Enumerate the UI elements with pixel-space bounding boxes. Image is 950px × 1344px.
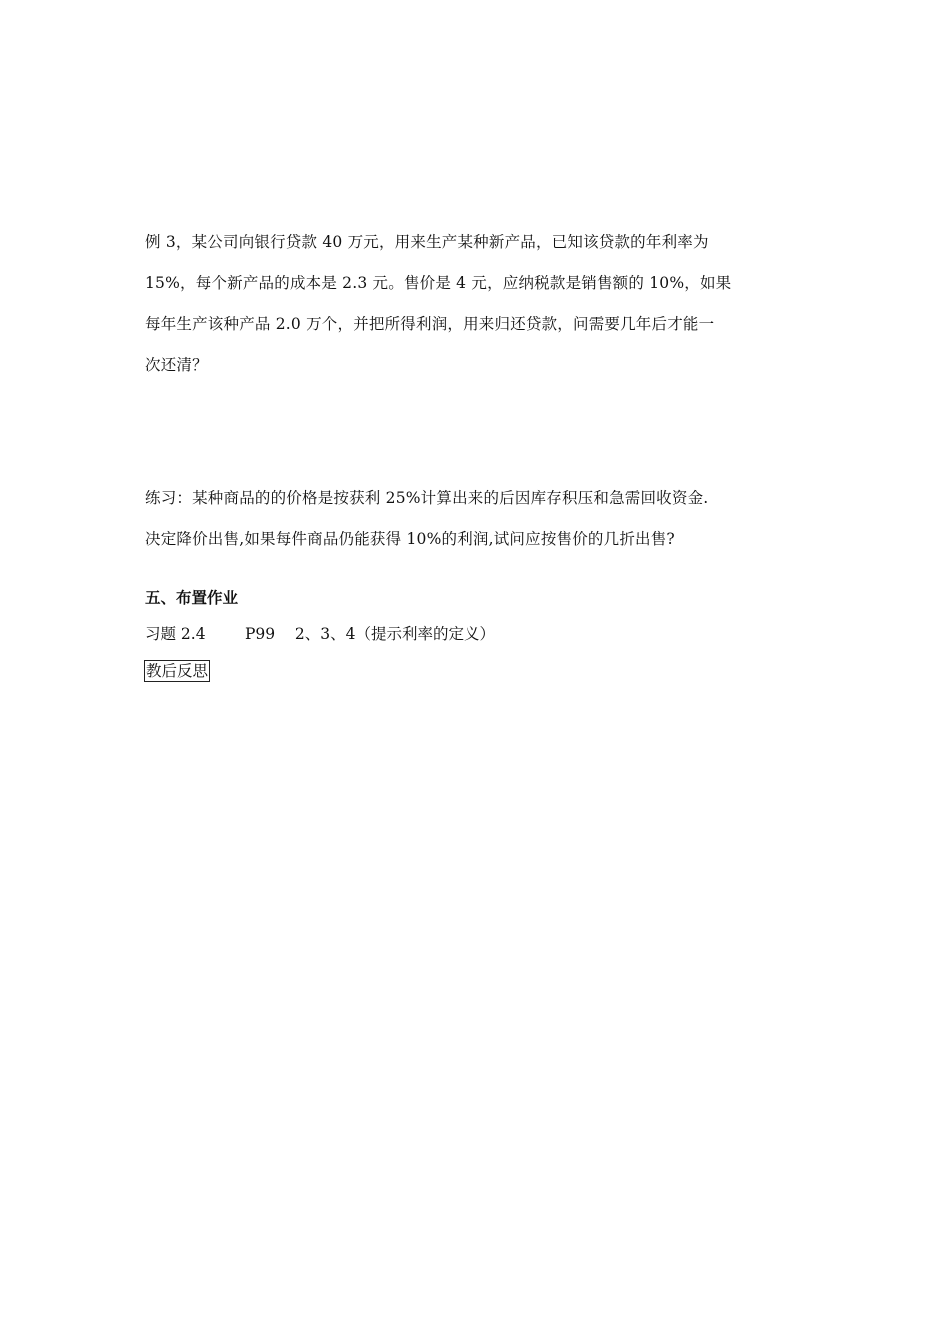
- example-3-line-1: 例 3，某公司向银行贷款 40 万元，用来生产某种新产品，已知该贷款的年利率为: [145, 233, 709, 251]
- example-3-line-4: 次还清？: [145, 356, 208, 374]
- section-heading-homework: 五、布置作业: [145, 589, 239, 607]
- practice-line-2: 决定降价出售,如果每件商品仍能获得 10%的利润,试问应按售价的几折出售?: [145, 530, 675, 548]
- teaching-reflection-box: 教后反思: [146, 662, 209, 680]
- example-3-paragraph: [145, 222, 755, 386]
- practice-paragraph: [145, 478, 765, 560]
- example-3-line-2: 15%，每个新产品的成本是 2.3 元。售价是 4 元，应纳税款是销售额的 10%，如果: [145, 274, 732, 292]
- example-3-line-3: 每年生产该种产品 2.0 万个，并把所得利润，用来归还贷款，问需要几年后才能一: [145, 315, 715, 333]
- homework-assignment: 习题 2.4 P99 2、3、4（提示利率的定义）: [145, 625, 495, 643]
- practice-line-1: 练习：某种商品的的价格是按获利 25%计算出来的后因库存积压和急需回收资金.: [145, 489, 709, 507]
